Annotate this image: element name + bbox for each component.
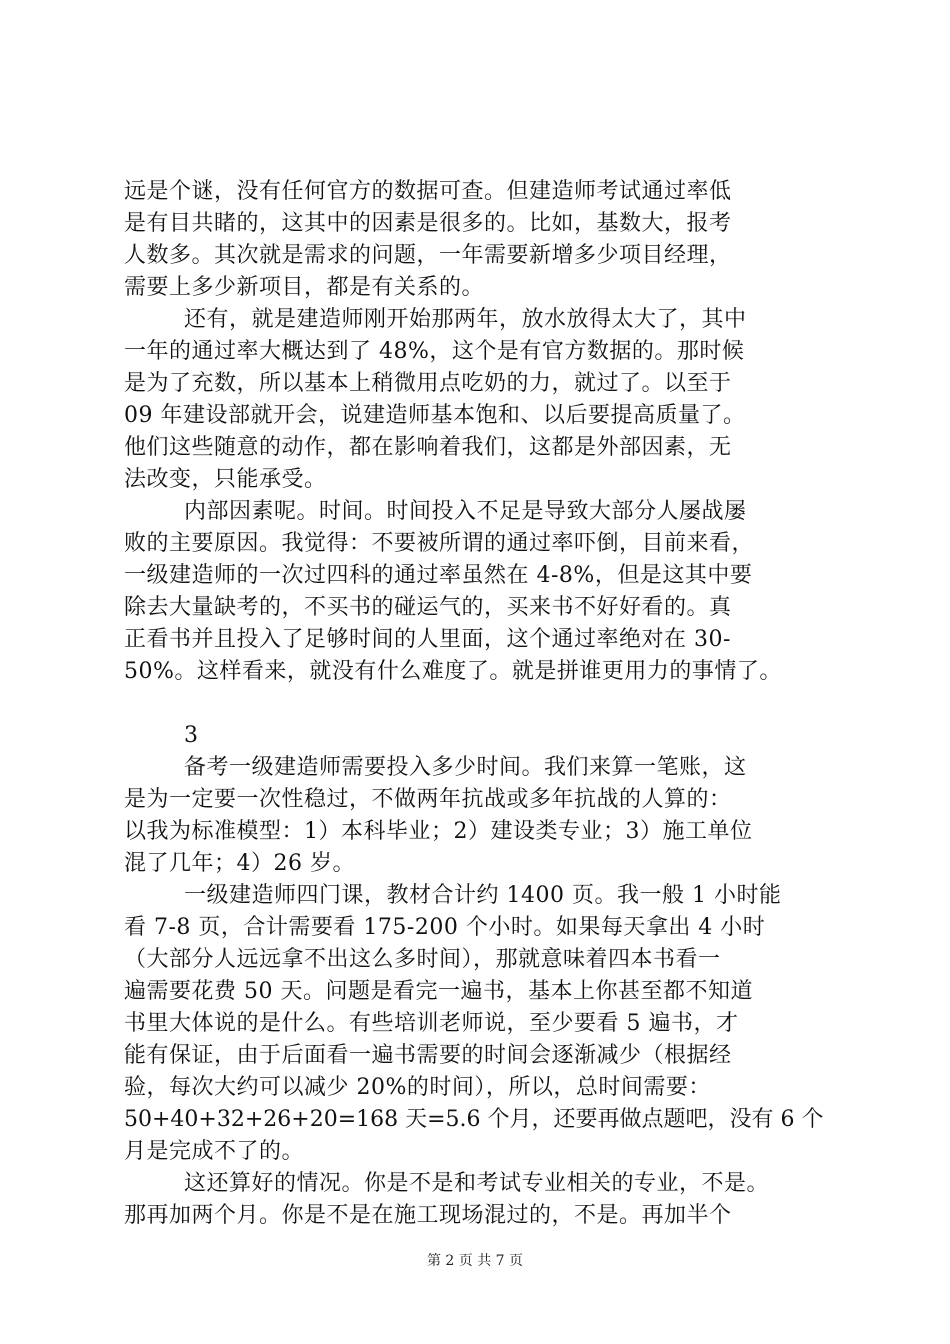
- text-line: 是为一定要一次性稳过，不做两年抗战或多年抗战的人算的：: [124, 787, 732, 812]
- text-line: 混了几年；4）26 岁。: [124, 851, 355, 876]
- text-line: 以我为标准模型：1）本科毕业；2）建设类专业；3）施工单位: [124, 819, 753, 844]
- text-line: 远是个谜，没有任何官方的数据可查。但建造师考试通过率低: [124, 179, 732, 204]
- text-line: 法改变，只能承受。: [124, 467, 327, 492]
- text-line: 还有，就是建造师刚开始那两年，放水放得太大了，其中: [184, 307, 747, 332]
- paragraph: [124, 304, 844, 496]
- text-line: 一年的通过率大概达到了 48%，这个是有官方数据的。那时候: [124, 339, 745, 364]
- paragraph: [124, 880, 844, 1168]
- text-line: 能有保证，由于后面看一遍书需要的时间会逐渐减少（根据经: [124, 1043, 732, 1068]
- text-line: 除去大量缺考的，不买书的碰运气的，买来书不好好看的。真: [124, 595, 732, 620]
- blank-line: [124, 688, 844, 720]
- text-line: 09 年建设部就开会，说建造师基本饱和、以后要提高质量了。: [124, 403, 746, 428]
- text-line: 这还算好的情况。你是不是和考试专业相关的专业，不是。: [184, 1171, 770, 1196]
- text-line: 书里大体说的是什么。有些培训老师说，至少要看 5 遍书，才: [124, 1011, 739, 1036]
- page-number-text: 第 2 页 共 7 页: [426, 1253, 524, 1269]
- text-line: 一级建造师的一次过四科的通过率虽然在 4-8%，但是这其中要: [124, 563, 753, 588]
- text-line: 内部因素呢。时间。时间投入不足是导致大部分人屡战屡: [184, 499, 747, 524]
- paragraph: [124, 496, 844, 688]
- text-line: 人数多。其次就是需求的问题，一年需要新增多少项目经理，: [124, 243, 732, 268]
- text-line: 50%。这样看来，就没有什么难度了。就是拼谁更用力的事情了。: [124, 659, 782, 684]
- text-line: 验，每次大约可以减少 20%的时间），所以，总时间需要：: [124, 1075, 711, 1100]
- text-line: （大部分人远远拿不出这么多时间），那就意味着四本书看一: [124, 947, 721, 972]
- page-footer: [0, 1251, 950, 1271]
- paragraph: [124, 1168, 844, 1232]
- text-line: 看 7-8 页，合计需要看 175-200 个小时。如果每天拿出 4 小时: [124, 915, 766, 940]
- section-number: [124, 720, 844, 752]
- paragraph: [124, 752, 844, 880]
- text-line: 正看书并且投入了足够时间的人里面，这个通过率绝对在 30-: [124, 627, 731, 652]
- text-line: 他们这些随意的动作，都在影响着我们，这都是外部因素，无: [124, 435, 732, 460]
- text-line: 月是完成不了的。: [124, 1139, 305, 1164]
- text-line: 是为了充数，所以基本上稍微用点吃奶的力，就过了。以至于: [124, 371, 732, 396]
- text-line: 一级建造师四门课，教材合计约 1400 页。我一般 1 小时能: [184, 883, 782, 908]
- section-number-text: 3: [184, 723, 199, 748]
- text-line: 遍需要花费 50 天。问题是看完一遍书，基本上你甚至都不知道: [124, 979, 753, 1004]
- document-body: [124, 176, 844, 1232]
- paragraph: [124, 176, 844, 304]
- text-line: 败的主要原因。我觉得：不要被所谓的通过率吓倒，目前来看，: [124, 531, 755, 556]
- text-line: 备考一级建造师需要投入多少时间。我们来算一笔账，这: [184, 755, 747, 780]
- text-line: 那再加两个月。你是不是在施工现场混过的，不是。再加半个: [124, 1203, 732, 1228]
- text-line: 需要上多少新项目，都是有关系的。: [124, 275, 485, 300]
- text-line: 是有目共睹的，这其中的因素是很多的。比如，基数大，报考: [124, 211, 732, 236]
- text-line: 50+40+32+26+20=168 天=5.6 个月，还要再做点题吧，没有 6 个: [124, 1107, 824, 1132]
